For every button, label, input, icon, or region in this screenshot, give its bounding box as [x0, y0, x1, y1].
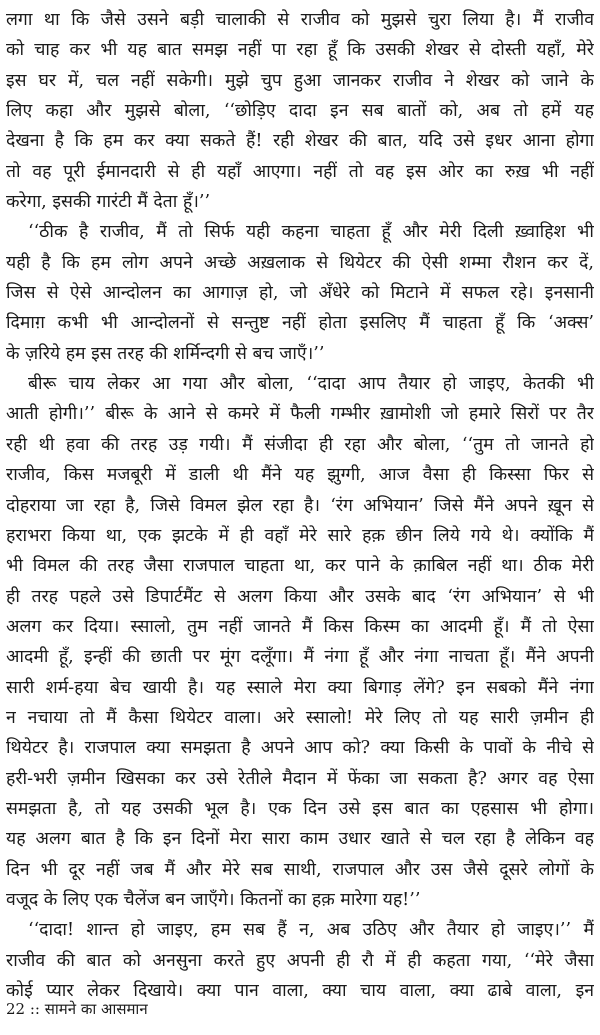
- text-line: बीरू चाय लेकर आ गया और बोला, ‘‘दादा आप तैयार हो जाइए, केतकी भी: [28, 374, 594, 395]
- text-line: भी विमल की तरह जैसा राजपाल चाहता था, कर पाने के क़ाबिल नहीं था। ठीक मेरी: [6, 556, 594, 577]
- text-line: आती होगी।’’ बीरू के आने से कमरे में फैली गम्भीर ख़ामोशी जो हमारे सिरों पर तैर: [6, 404, 594, 425]
- text-line: यह अलग बात है कि इन दिनों मेरा सारा काम उधार खाते से चल रहा है लेकिन वह: [6, 829, 594, 850]
- text-line: अलग कर दिया। स्सालो, तुम नहीं जानते मैं किस किस्म का आदमी हूँ। मैं तो ऐसा: [6, 616, 594, 637]
- text-line: ‘‘ठीक है राजीव, मैं तो सिर्फ यही कहना चाहता हूँ और मेरी दिली ख़्वाहिश भी: [28, 222, 594, 243]
- text-line: ही तरह पहले उसे डिपार्टमैंट से अलग किया और उसके बाद ‘रंग अभियान’ से भी: [6, 586, 594, 607]
- page-footer: 22 :: सामने का आसमान: [6, 1000, 148, 1018]
- text-line: थियेटर है। राजपाल क्या समझता है अपने आप को? क्या किसी के पावों के नीचे से: [6, 738, 594, 759]
- text-line: समझता है, तो यह उसकी भूल है। एक दिन उसे इस बात का एहसास भी होगा।: [6, 798, 594, 819]
- text-line: को चाह कर भी यह बात समझ नहीं पा रहा हूँ कि उसकी शेखर से दोस्ती यहाँ, मेरे: [6, 40, 594, 61]
- text-line: ‘‘दादा! शान्त हो जाइए, हम सब हैं न, अब उठिए और तैयार हो जाइए।’’ मैं: [28, 920, 594, 941]
- text-line: वजूद के लिए एक चैलेंज बन जाएँगे। कितनों का हक़ मारेगा यह!’’: [6, 889, 421, 910]
- text-line: हराभरा किया था, एक झटके में ही वहाँ मेरे सारे हक़ छीन लिये गये थे। क्योंकि मैं: [6, 525, 594, 546]
- text-line: इस घर में, चल नहीं सकेगी। मुझे चुप हुआ जानकर राजीव ने शेखर को जाने के: [6, 70, 594, 91]
- text-line: तो वह पूरी ईमानदारी से ही यहाँ आएगा। नहीं तो वह इस ओर का रुख़ भी नहीं: [6, 161, 594, 182]
- text-line: देखना है कि हम कर क्या सकते हैं! रही शेखर की बात, यदि उसे इधर आना होगा: [6, 131, 594, 152]
- text-line: यही है कि हम लोग अपने अच्छे अख़लाक से थियेटर की ऐसी शम्मा रौशन कर दें,: [6, 252, 594, 273]
- text-line: दिन भी दूर नहीं जब मैं और मेरे सब साथी, राजपाल और उस जैसे दूसरे लोगों के: [6, 859, 594, 880]
- text-line: लिए कहा और मुझसे बोला, ‘‘छोड़िए दादा इन सब बातों को, अब तो हमें यह: [6, 101, 594, 122]
- text-line: दोहराया जा रहा है, जिसे विमल झेल रहा है। ‘रंग अभियान’ जिसे मैंने अपने ख़ून से: [6, 495, 594, 516]
- text-line: दिमाग़ कभी भी आन्दोलनों से सन्तुष्ट नहीं होता इसलिए मैं चाहता हूँ कि ‘अक्स’: [6, 313, 594, 334]
- text-line: राजीव की बात को अनसुना करते हुए अपनी ही रौ में ही कहता गया, ‘‘मेरे जैसा: [6, 950, 594, 971]
- text-line: के ज़रिये हम इस तरह की शर्मिन्दगी से बच जाएँ।’’: [6, 343, 325, 364]
- body-text: [6, 5, 594, 1006]
- text-line: जिस से ऐसे आन्दोलन का आगाज़ हो, जो अँधेरे को मिटाने में सफल रहे। इनसानी: [6, 283, 594, 304]
- text-line: करेगा, इसकी गारंटी मैं देता हूँ।’’: [6, 192, 211, 213]
- text-line: आदमी हूँ, इन्हीं की छाती पर मूंग दलूँगा। मैं नंगा हूँ और नंगा नाचता हूँ। मैंने अपनी: [6, 647, 594, 668]
- text-line: लगा था कि जैसे उसने बड़ी चालाकी से राजीव को मुझसे चुरा लिया है। मैं राजीव: [6, 10, 594, 30]
- text-line: हरी-भरी ज़मीन खिसका कर उसे रेतीले मैदान में फेंका जा सकता है? अगर वह ऐसा: [6, 768, 594, 789]
- text-line: न नचाया तो मैं कैसा थियेटर वाला। अरे स्सालो! मेरे लिए तो यह सारी ज़मीन ही: [6, 707, 594, 728]
- text-line: राजीव, किस मजबूरी में डाली थी मैंने यह झुग्गी, आज वैसा ही किस्सा फिर से: [6, 465, 594, 486]
- text-line: कोई प्यार लेकर दिखाये। क्या पान वाला, क्या चाय वाला, क्या ढाबे वाला, इन: [6, 981, 594, 1001]
- text-line: रही थी हवा की तरह उड़ गयी। मैं संजीदा ही रहा और बोला, ‘‘तुम तो जानते हो: [6, 434, 594, 455]
- text-line: सारी शर्म-हया बेच खायी है। यह स्साले मेरा क्या बिगाड़ लेंगे? इन सबको मैंने नंगा: [6, 677, 594, 698]
